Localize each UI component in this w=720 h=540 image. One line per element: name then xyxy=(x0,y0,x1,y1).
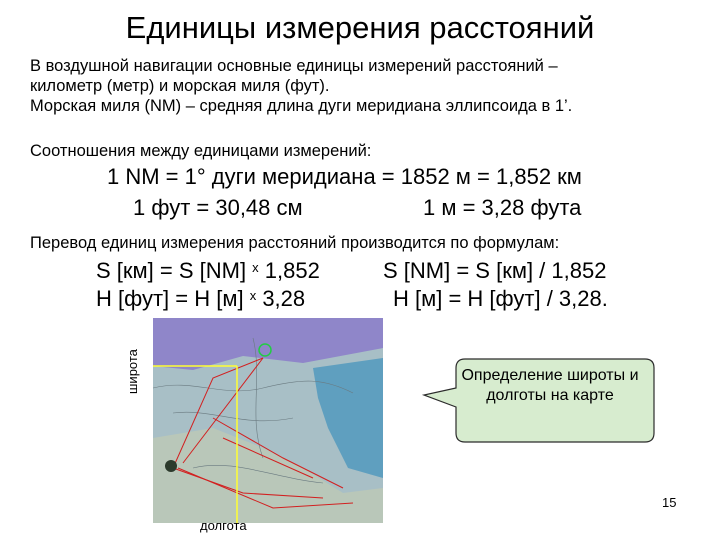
airport-cluster xyxy=(165,460,177,472)
callout-text: Определение широты и долготы на карте xyxy=(461,367,639,404)
formula-nm: 1 NM = 1° дуги меридиана = 1852 м = 1,852 км xyxy=(107,164,582,189)
formula-meter: 1 м = 3,28 фута xyxy=(423,195,582,220)
formula-m-from-ft: H [м] = H [фут] / 3,28. xyxy=(393,286,608,311)
navigation-map xyxy=(153,318,383,523)
ratio-heading: Соотношения между единицами измерений: xyxy=(30,142,372,160)
latitude-axis-label xyxy=(110,336,150,396)
intro-line-1: В воздушной навигации основные единицы измерений расстояний – xyxy=(30,57,558,75)
formula-ft-from-m xyxy=(96,286,305,312)
conversion-heading: Перевод единиц измерения расстояний производится по формулам: xyxy=(30,234,560,252)
formula-nm-from-km: S [NM] = S [км] / 1,852 xyxy=(383,258,607,283)
formula-ft-right: 3,28 xyxy=(256,286,306,311)
intro-text xyxy=(30,56,710,116)
formula-km-from-nm xyxy=(96,258,320,284)
formula-km-right: 1,852 xyxy=(258,258,320,283)
formula-km-left: S [км] = S [NM] xyxy=(96,258,253,283)
multiply-sign: x xyxy=(249,288,257,303)
intro-line-3: Морская миля (NM) – средняя длина дуги меридиана эллипсоида в 1’. xyxy=(30,97,573,115)
formula-foot: 1 фут = 30,48 см xyxy=(133,195,303,220)
page-number: 15 xyxy=(662,495,677,510)
intro-line-2: километр (метр) и морская миля (фут). xyxy=(30,77,330,95)
slide-title: Единицы измерения расстояний xyxy=(125,10,595,45)
latitude-label: широта xyxy=(125,349,140,394)
formula-ft-left: H [фут] = H [м] xyxy=(96,286,250,311)
multiply-sign: x xyxy=(252,260,259,275)
longitude-label: долгота xyxy=(200,518,247,533)
